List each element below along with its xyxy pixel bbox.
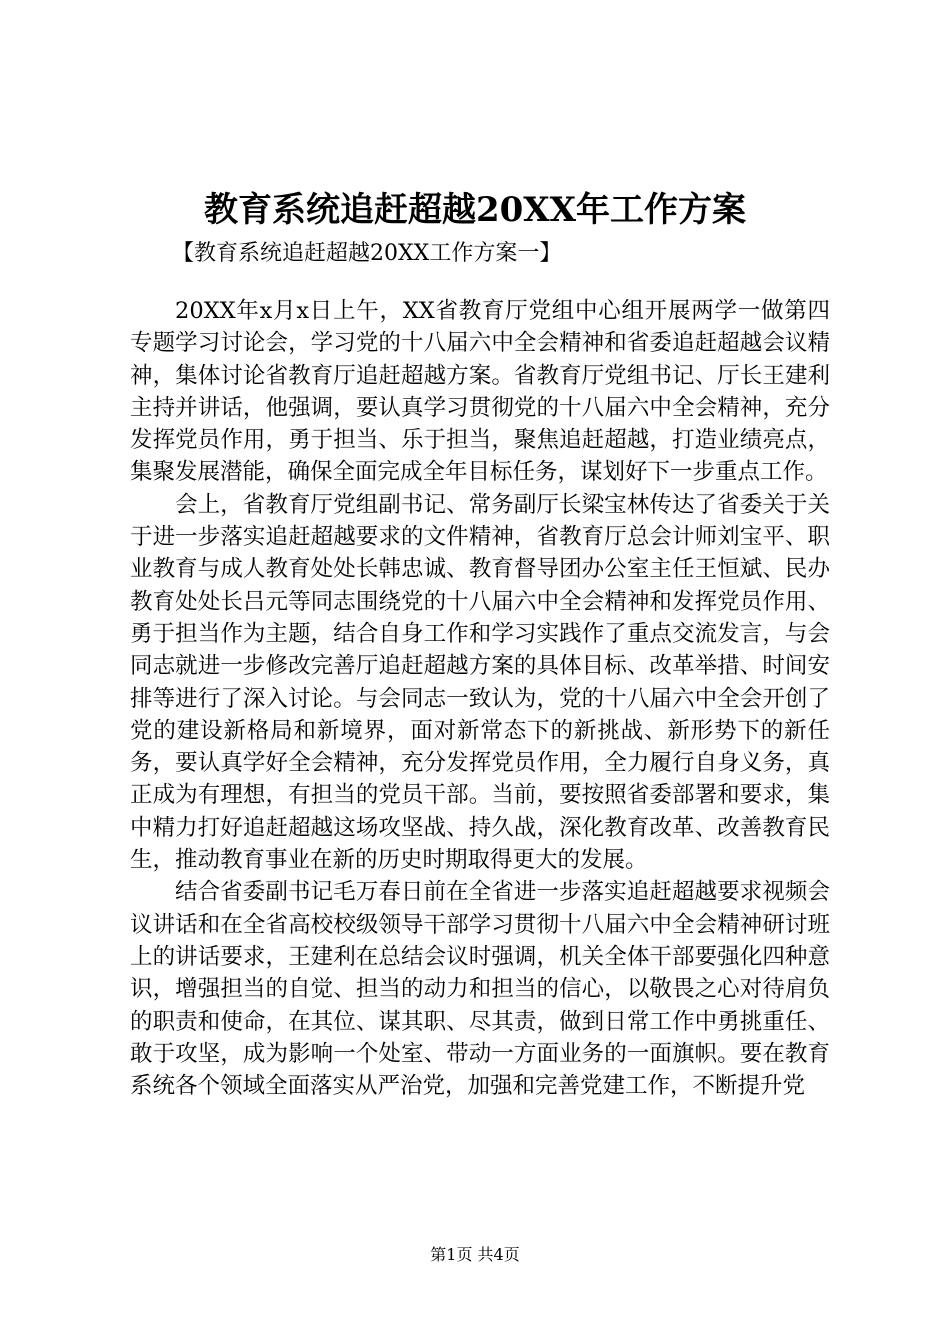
page-footer: 第1页 共4页 <box>430 1245 520 1264</box>
paragraph: 20XX年x月x日上午，XX省教育厅党组中心组开展两学一做第四专题学习讨论会，学习党的十八届六中全会精神和省委追赶超越会议精神，集体讨论省教育厅追赶超越方案。省教育厅党组书记、厅长王建利主持并讲话，他强调，要认真学习贯彻党的十八届六中全会精神，充分发挥党员作用，勇于担当、乐于担当，聚焦追赶超越，打造业绩亮点，集聚发展潜能，确保全面完成全年目标任务，谋划好下一步重点工作。 <box>130 298 830 486</box>
paragraph: 会上，省教育厅党组副书记、常务副厅长梁宝林传达了省委关于关于进一步落实追赶超越要求的文件精神，省教育厅总会计师刘宝平、职业教育与成人教育处处长韩忠诚、教育督导团办公室主任王恒斌、民办教育处处长吕元等同志围绕党的十八届六中全会精神和发挥党员作用、勇于担当作为主题，结合自身工作和学习实践作了重点交流发言，与会同志就进一步修改完善厅追赶超越方案的具体目标、改革举措、时间安排等进行了深入讨论。与会同志一致认为，党的十八届六中全会开创了党的建设新格局和新境界，面对新常态下的新挑战、新形势下的新任务，要认真学好全会精神，充分发挥党员作用，全力履行自身义务，真正成为有理想，有担当的党员干部。当前，要按照省委部署和要求，集中精力打好追赶超越这场攻坚战、持久战，深化教育改革、改善教育民生，推动教育事业在新的历史时期取得更大的发展。 <box>130 491 830 874</box>
document-subtitle: 【教育系统追赶超越20XX工作方案一】 <box>172 241 562 266</box>
document-title: 教育系统追赶超越20XX年工作方案 <box>203 190 747 230</box>
document-body <box>130 295 830 1102</box>
paragraph: 结合省委副书记毛万春日前在全省进一步落实追赶超越要求视频会议讲话和在全省高校校级领导干部学习贯彻十八届六中全会精神研讨班上的讲话要求，王建利在总结会议时强调，机关全体干部要强化四种意识，增强担当的自觉、担当的动力和担当的信心，以敬畏之心对待肩负的职责和使命，在其位、谋其职、尽其责，做到日常工作中勇挑重任、敢于攻坚，成为影响一个处室、带动一方面业务的一面旗帜。要在教育系统各个领域全面落实从严治党，加强和完善党建工作，不断提升党 <box>130 879 830 1100</box>
